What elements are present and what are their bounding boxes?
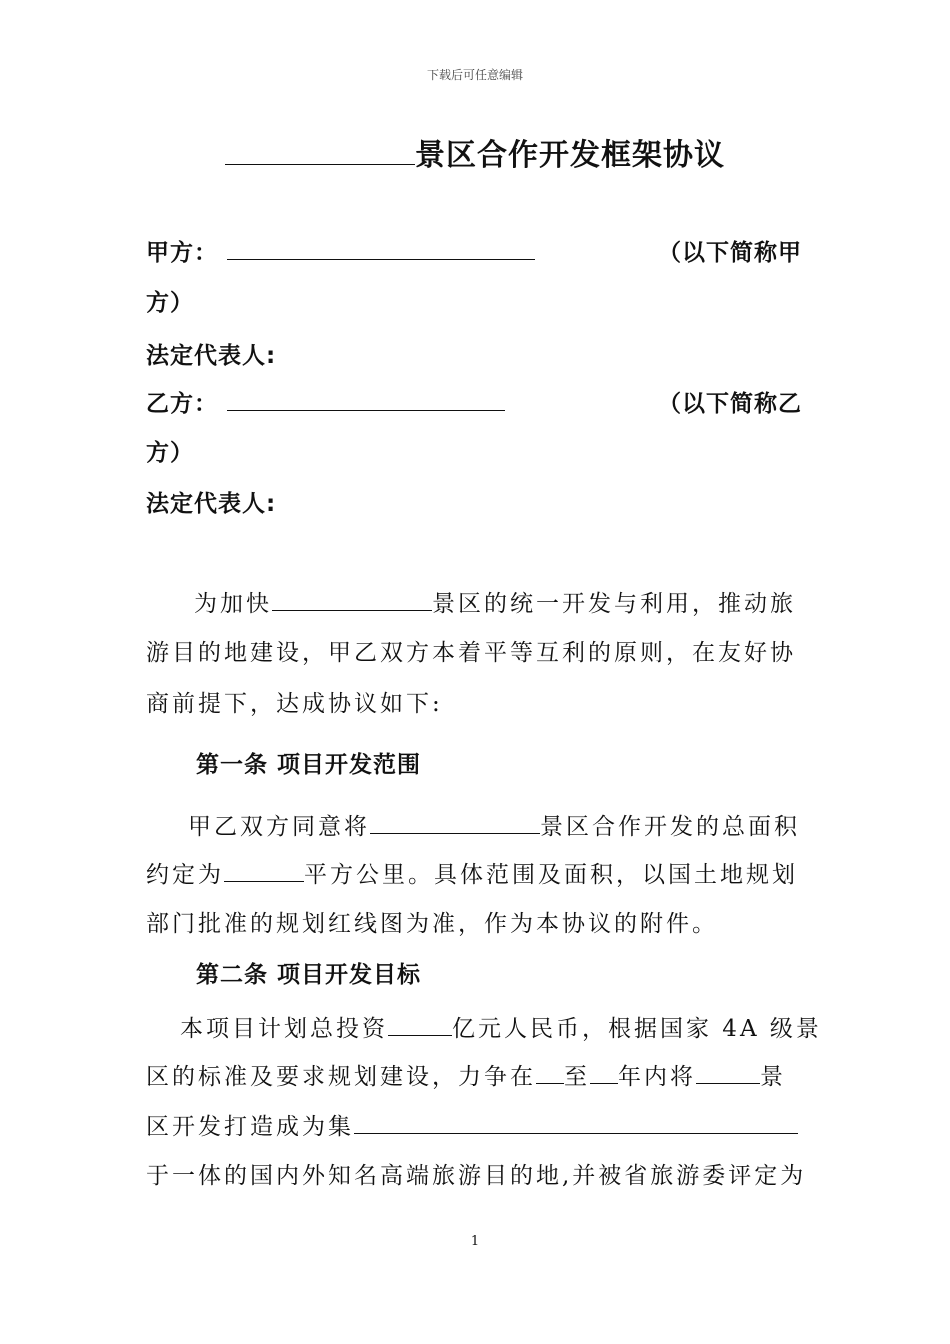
article-2-blank-2 <box>536 1059 564 1084</box>
intro-line-1 <box>194 585 796 618</box>
party-a-representative: 法定代表人: <box>146 343 277 369</box>
party-b-note: （以下简称乙 <box>658 391 802 417</box>
party-b-line <box>146 385 505 418</box>
intro-blank <box>272 586 432 611</box>
intro-text-1a: 为加快 <box>194 591 272 617</box>
article-2-blank-4 <box>696 1059 760 1084</box>
party-a-note-cont: 方） <box>146 290 194 316</box>
article-2-blank-3 <box>590 1059 618 1084</box>
article-1-line-1 <box>188 808 800 841</box>
article-2-text-3: 区开发打造成为集 <box>146 1114 354 1140</box>
article-1-text-1a: 甲乙双方同意将 <box>188 814 370 840</box>
article-2-text-2a: 区的标准及要求规划建设，力争在 <box>146 1064 536 1090</box>
article-1-line-3: 部门批准的规划红线图为准，作为本协议的附件。 <box>146 911 718 937</box>
page-number: 1 <box>470 1234 480 1249</box>
article-2-blank-5 <box>354 1109 798 1134</box>
article-1-blank-1 <box>370 809 540 834</box>
page-header: 下载后可任意编辑 <box>426 68 523 82</box>
party-b-representative: 法定代表人: <box>146 491 277 517</box>
article-2-line-3 <box>146 1108 798 1141</box>
party-b-note-cont: 方） <box>146 440 194 466</box>
article-1-heading: 第一条 项目开发范围 <box>196 752 422 778</box>
article-2-text-2d: 景 <box>760 1064 786 1090</box>
party-b-blank <box>227 386 505 411</box>
article-2-text-2c: 年内将 <box>618 1064 696 1090</box>
title-blank <box>225 133 415 166</box>
intro-line-2: 游目的地建设，甲乙双方本着平等互利的原则，在友好协 <box>146 640 796 666</box>
article-2-line-2 <box>146 1058 786 1091</box>
article-2-line-4: 于一体的国内外知名高端旅游目的地,并被省旅游委评定为 <box>146 1163 807 1189</box>
article-1-blank-2 <box>224 857 304 882</box>
party-a-blank <box>227 235 535 260</box>
article-1-text-1b: 景区合作开发的总面积 <box>540 814 800 840</box>
article-2-text-2b: 至 <box>564 1064 590 1090</box>
intro-text-1b: 景区的统一开发与利用，推动旅 <box>432 591 796 617</box>
article-1-line-2 <box>146 856 798 889</box>
article-2-line-1 <box>180 1010 822 1043</box>
intro-line-3: 商前提下，达成协议如下: <box>146 691 443 717</box>
party-b-label: 乙方： <box>146 391 218 417</box>
document-title <box>0 130 950 174</box>
party-a-line <box>146 234 535 267</box>
article-1-text-2a: 约定为 <box>146 862 224 888</box>
title-text: 景区合作开发框架协议 <box>415 138 725 173</box>
article-2-blank-1 <box>388 1011 452 1036</box>
article-1-text-2b: 平方公里。具体范围及面积，以国土地规划 <box>304 862 798 888</box>
party-a-note: （以下简称甲 <box>658 240 802 266</box>
article-2-text-1a: 本项目计划总投资 <box>180 1016 388 1042</box>
article-2-text-1b: 亿元人民币，根据国家 4A 级景 <box>452 1016 822 1042</box>
party-a-label: 甲方： <box>146 240 218 266</box>
article-2-heading: 第二条 项目开发目标 <box>196 962 422 988</box>
